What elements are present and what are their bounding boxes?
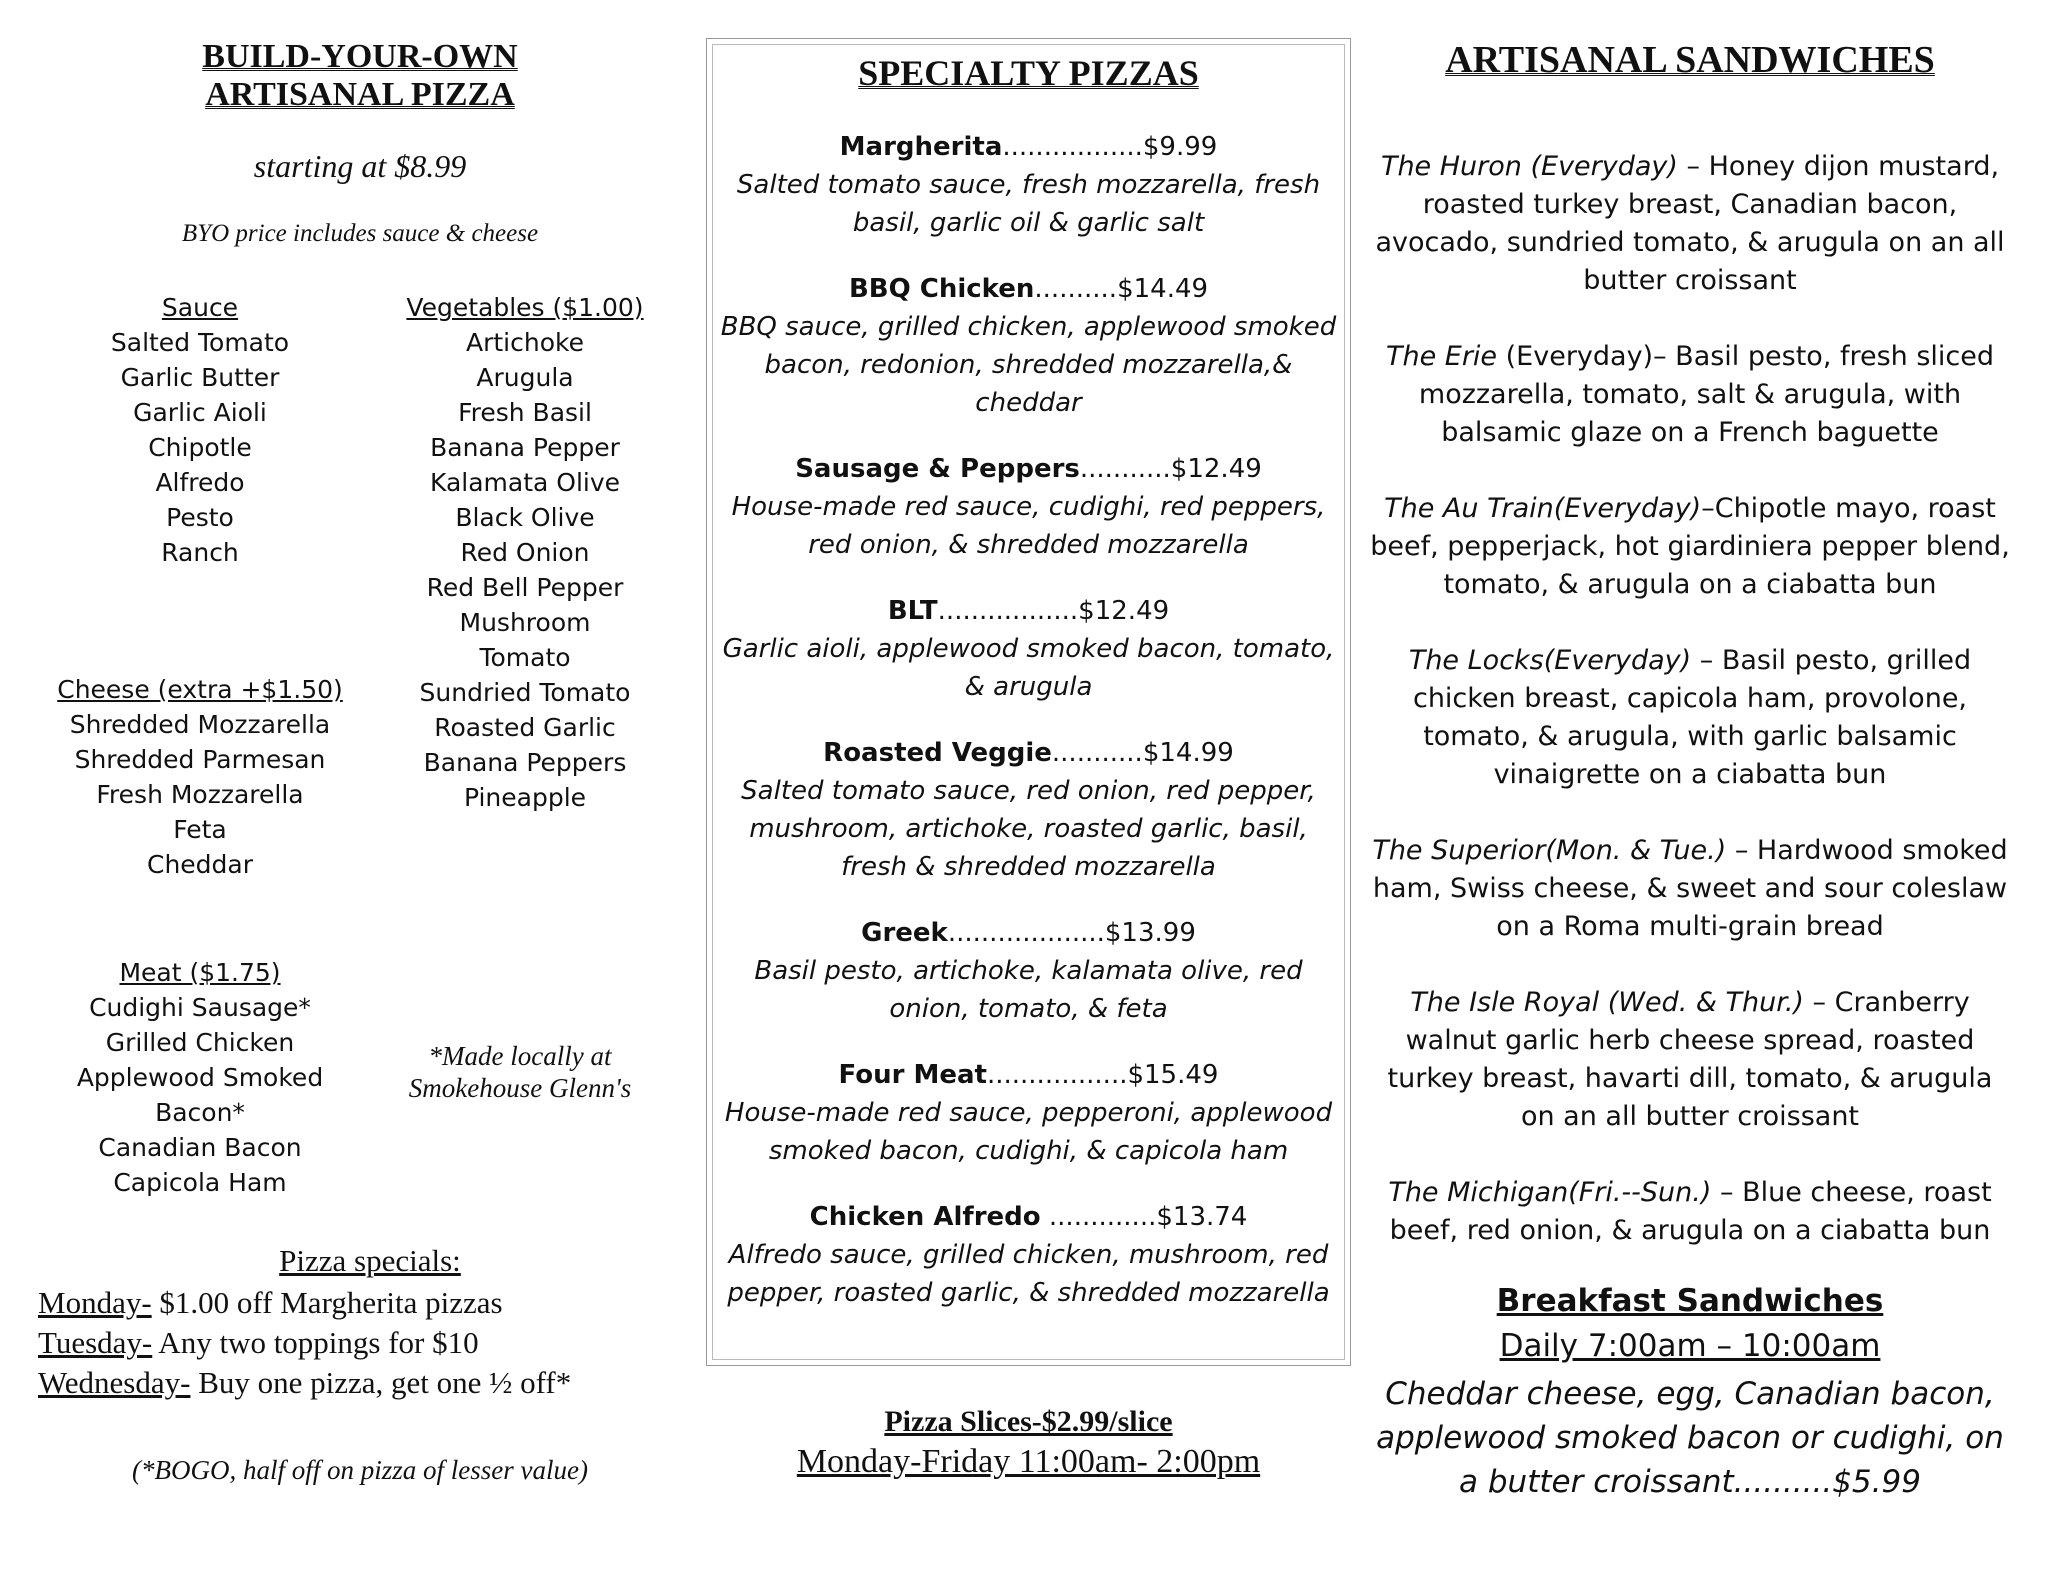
pizza-specials-title: Pizza specials:: [279, 1243, 461, 1278]
byo-title-line1: BUILD-YOUR-OWN: [202, 38, 518, 75]
pizza-dots: .............: [1040, 1202, 1157, 1232]
special-row: [38, 1323, 678, 1363]
cheese-item: Feta: [173, 815, 227, 844]
pizza-description: Salted tomato sauce, fresh mozzarella, fresh basil, garlic oil & garlic salt: [736, 170, 1321, 238]
sandwich-description: – Blue cheese, roast beef, red onion, & arugula on a ciabatta bun: [1389, 1177, 1992, 1246]
vegetable-item: Pineapple: [463, 783, 587, 812]
pizza-dots: .................: [937, 596, 1079, 626]
sandwich-item: [1370, 642, 2010, 794]
special-row: [38, 1283, 678, 1323]
specialty-pizza-item: [718, 914, 1339, 1028]
special-text: $1.00 off Margherita pizzas: [151, 1285, 503, 1320]
sandwich-name: The Au Train(Everyday): [1384, 493, 1702, 524]
cheese-heading: Cheese (extra +$1.50): [57, 675, 343, 704]
sandwiches-title: [1370, 38, 2010, 82]
vegetables-list: [390, 290, 660, 815]
sauce-item: Chipotle: [148, 433, 252, 462]
pizza-header: [718, 1056, 1339, 1094]
breakfast-title-text: Breakfast Sandwiches: [1496, 1283, 1884, 1319]
pizza-description: Basil pesto, artichoke, kalamata olive, red onion, tomato, & feta: [754, 956, 1303, 1024]
pizza-description: Garlic aioli, applewood smoked bacon, tomato, & arugula: [722, 634, 1335, 702]
specialty-pizza-item: [718, 592, 1339, 706]
sandwiches-title-text: ARTISANAL SANDWICHES: [1445, 39, 1935, 81]
specialty-pizzas-title: [706, 52, 1351, 94]
made-locally-line2: Smokehouse Glenn's: [408, 1073, 632, 1103]
sauce-item: Alfredo: [155, 468, 245, 497]
byo-price-note: BYO price includes sauce & cheese: [181, 220, 539, 247]
pizza-price: $14.49: [1117, 274, 1209, 304]
sandwich-description: –Chipotle mayo, roast beef, pepperjack, hot giardiniera pepper blend, tomato, & arugula on a ciabatta bun: [1370, 493, 2010, 600]
sandwich-description: – Hardwood smoked ham, Swiss cheese, & sweet and sour coleslaw on a Roma multi-grain bread: [1372, 835, 2008, 942]
pizza-header: [718, 128, 1339, 166]
meat-item: Bacon*: [155, 1098, 245, 1127]
pizza-description: House-made red sauce, pepperoni, applewood smoked bacon, cudighi, & capicola ham: [724, 1098, 1333, 1166]
specialty-pizza-list: [718, 128, 1339, 1340]
vegetable-item: Mushroom: [459, 608, 591, 637]
sandwich-name: The Superior(Mon. & Tue.): [1372, 835, 1727, 866]
pizza-slices-title: [706, 1405, 1351, 1439]
vegetable-item: Black Olive: [455, 503, 595, 532]
vegetable-item: Roasted Garlic: [434, 713, 616, 742]
pizza-name: BLT: [887, 596, 938, 626]
specialty-title-text: SPECIALTY PIZZAS: [858, 53, 1199, 93]
pizza-specials-list: [38, 1283, 678, 1403]
sauce-item: Pesto: [166, 503, 234, 532]
sauce-item: Garlic Butter: [120, 363, 280, 392]
meat-heading: Meat ($1.75): [119, 958, 281, 987]
pizza-slices-text: Pizza Slices-$2.99/slice: [884, 1405, 1173, 1438]
pizza-header: [718, 592, 1339, 630]
pizza-description: BBQ sauce, grilled chicken, applewood smoked bacon, redonion, shredded mozzarella,& cheddar: [720, 312, 1337, 418]
vegetable-item: Red Bell Pepper: [426, 573, 624, 602]
pizza-slices-hours: [706, 1443, 1351, 1481]
breakfast-hours: [1370, 1328, 2010, 1364]
sandwich-name: The Erie: [1385, 341, 1498, 372]
breakfast-hours-text: Daily 7:00am – 10:00am: [1499, 1328, 1881, 1364]
cheese-item: Shredded Mozzarella: [69, 710, 331, 739]
meat-item: Cudighi Sausage*: [89, 993, 311, 1022]
sauce-item: Ranch: [161, 538, 239, 567]
vegetable-item: Artichoke: [466, 328, 584, 357]
special-row: [38, 1363, 678, 1403]
sandwich-description: – Basil pesto, grilled chicken breast, capicola ham, provolone, tomato, & arugula, with garlic balsamic vinaigrette on a ciabatta bun: [1412, 645, 1972, 790]
pizza-dots: .................: [986, 1060, 1128, 1090]
sauce-heading: Sauce: [161, 293, 239, 322]
sandwich-item: [1370, 338, 2010, 452]
sandwich-item: [1370, 1174, 2010, 1250]
pizza-dots: .................: [1002, 132, 1143, 162]
sauce-item: Salted Tomato: [110, 328, 290, 357]
sandwich-name: The Locks(Everyday): [1408, 645, 1692, 676]
sandwich-name: The Isle Royal (Wed. & Thur.): [1410, 987, 1804, 1018]
special-text: Buy one pizza, get one ½ off*: [190, 1365, 572, 1400]
special-day: Monday-: [38, 1285, 152, 1320]
cheese-item: Shredded Parmesan: [74, 745, 326, 774]
pizza-description: House-made red sauce, cudighi, red peppers, red onion, & shredded mozzarella: [731, 492, 1326, 560]
pizza-header: [718, 914, 1339, 952]
vegetable-item: Banana Peppers: [423, 748, 627, 777]
sandwich-item: [1370, 148, 2010, 300]
pizza-header: [718, 1198, 1339, 1236]
pizza-price: $14.99: [1142, 738, 1234, 768]
pizza-price: $13.74: [1156, 1202, 1248, 1232]
meat-item: Grilled Chicken: [105, 1028, 295, 1057]
special-day: Wednesday-: [38, 1365, 191, 1400]
pizza-name: Roasted Veggie: [823, 738, 1052, 768]
pizza-dots: ...........: [1051, 738, 1143, 768]
special-text: Any two toppings for $10: [152, 1325, 479, 1360]
pizza-name: Greek: [861, 918, 948, 948]
pizza-header: [718, 734, 1339, 772]
vegetable-item: Tomato: [479, 643, 571, 672]
made-locally-note: [380, 1040, 660, 1104]
meat-item: Capicola Ham: [113, 1168, 287, 1197]
sandwich-item: [1370, 984, 2010, 1136]
pizza-header: [718, 270, 1339, 308]
byo-starting-price: starting at $8.99: [253, 148, 467, 184]
pizza-name: Margherita: [839, 132, 1003, 162]
sauce-list: [60, 290, 340, 570]
vegetables-heading: Vegetables ($1.00): [406, 293, 644, 322]
byo-title-line2: ARTISANAL PIZZA: [205, 76, 515, 113]
special-day: Tuesday-: [38, 1325, 153, 1360]
sandwich-description: – Cranberry walnut garlic herb cheese spread, roasted turkey breast, havarti dill, tomato, & arugula on an all butter croissant: [1387, 987, 1993, 1132]
pizza-name: Four Meat: [838, 1060, 987, 1090]
pizza-slices-hours-text: Monday-Friday 11:00am- 2:00pm: [796, 1443, 1261, 1480]
sandwich-description: – Honey dijon mustard, roasted turkey breast, Canadian bacon, avocado, sundried tomato, & arugula on an all butter croissant: [1375, 151, 2005, 296]
pizza-description: Alfredo sauce, grilled chicken, mushroom, red pepper, roasted garlic, & shredded mozzarella: [727, 1240, 1330, 1308]
specialty-pizza-item: [718, 1056, 1339, 1170]
pizza-price: $12.49: [1170, 454, 1262, 484]
pizza-price: $12.49: [1078, 596, 1170, 626]
meat-item: Applewood Smoked: [76, 1063, 324, 1092]
vegetable-item: Banana Pepper: [430, 433, 620, 462]
pizza-price: $13.99: [1104, 918, 1196, 948]
made-locally-line1: *Made locally at: [428, 1041, 612, 1071]
breakfast-description: Cheddar cheese, egg, Canadian bacon, applewood smoked bacon or cudighi, on a butter croissant..........$5.99: [1376, 1376, 2004, 1500]
sauce-item: Garlic Aioli: [133, 398, 267, 427]
pizza-dots: ...........: [1079, 454, 1171, 484]
pizza-header: [718, 450, 1339, 488]
sandwich-name: The Huron (Everyday): [1380, 151, 1678, 182]
pizza-dots: ...................: [947, 918, 1105, 948]
pizza-description: Salted tomato sauce, red onion, red pepper, mushroom, artichoke, roasted garlic, basil, fresh & shredded mozzarella: [741, 776, 1316, 882]
cheese-item: Cheddar: [146, 850, 254, 879]
pizza-name: Chicken Alfredo: [809, 1202, 1041, 1232]
vegetable-item: Sundried Tomato: [419, 678, 631, 707]
pizza-dots: ..........: [1034, 274, 1118, 304]
vegetable-item: Arugula: [476, 363, 574, 392]
pizza-price: $15.49: [1127, 1060, 1219, 1090]
specialty-pizza-item: [718, 128, 1339, 242]
specialty-pizza-item: [718, 734, 1339, 886]
specialty-pizza-item: [718, 1198, 1339, 1312]
pizza-price: $9.99: [1142, 132, 1218, 162]
sandwich-item: [1370, 490, 2010, 604]
vegetable-item: Red Onion: [460, 538, 590, 567]
pizza-name: Sausage & Peppers: [795, 454, 1080, 484]
sandwich-description: (Everyday)– Basil pesto, fresh sliced mozzarella, tomato, salt & arugula, with balsamic glaze on a French baguette: [1418, 341, 1995, 448]
specialty-pizza-item: [718, 270, 1339, 422]
meat-item: Canadian Bacon: [98, 1133, 302, 1162]
vegetable-item: Kalamata Olive: [429, 468, 621, 497]
specialty-pizza-item: [718, 450, 1339, 564]
sandwich-name: The Michigan(Fri.--Sun.): [1388, 1177, 1712, 1208]
sandwich-list: [1370, 148, 2010, 1288]
sandwich-item: [1370, 832, 2010, 946]
meat-list: [60, 955, 340, 1200]
breakfast-title: [1370, 1283, 2010, 1319]
vegetable-item: Fresh Basil: [458, 398, 592, 427]
bogo-footnote: (*BOGO, half off on pizza of lesser value): [132, 1455, 588, 1485]
byo-title: [150, 38, 570, 114]
cheese-list: [40, 672, 360, 882]
pizza-name: BBQ Chicken: [848, 274, 1035, 304]
cheese-item: Fresh Mozzarella: [96, 780, 304, 809]
